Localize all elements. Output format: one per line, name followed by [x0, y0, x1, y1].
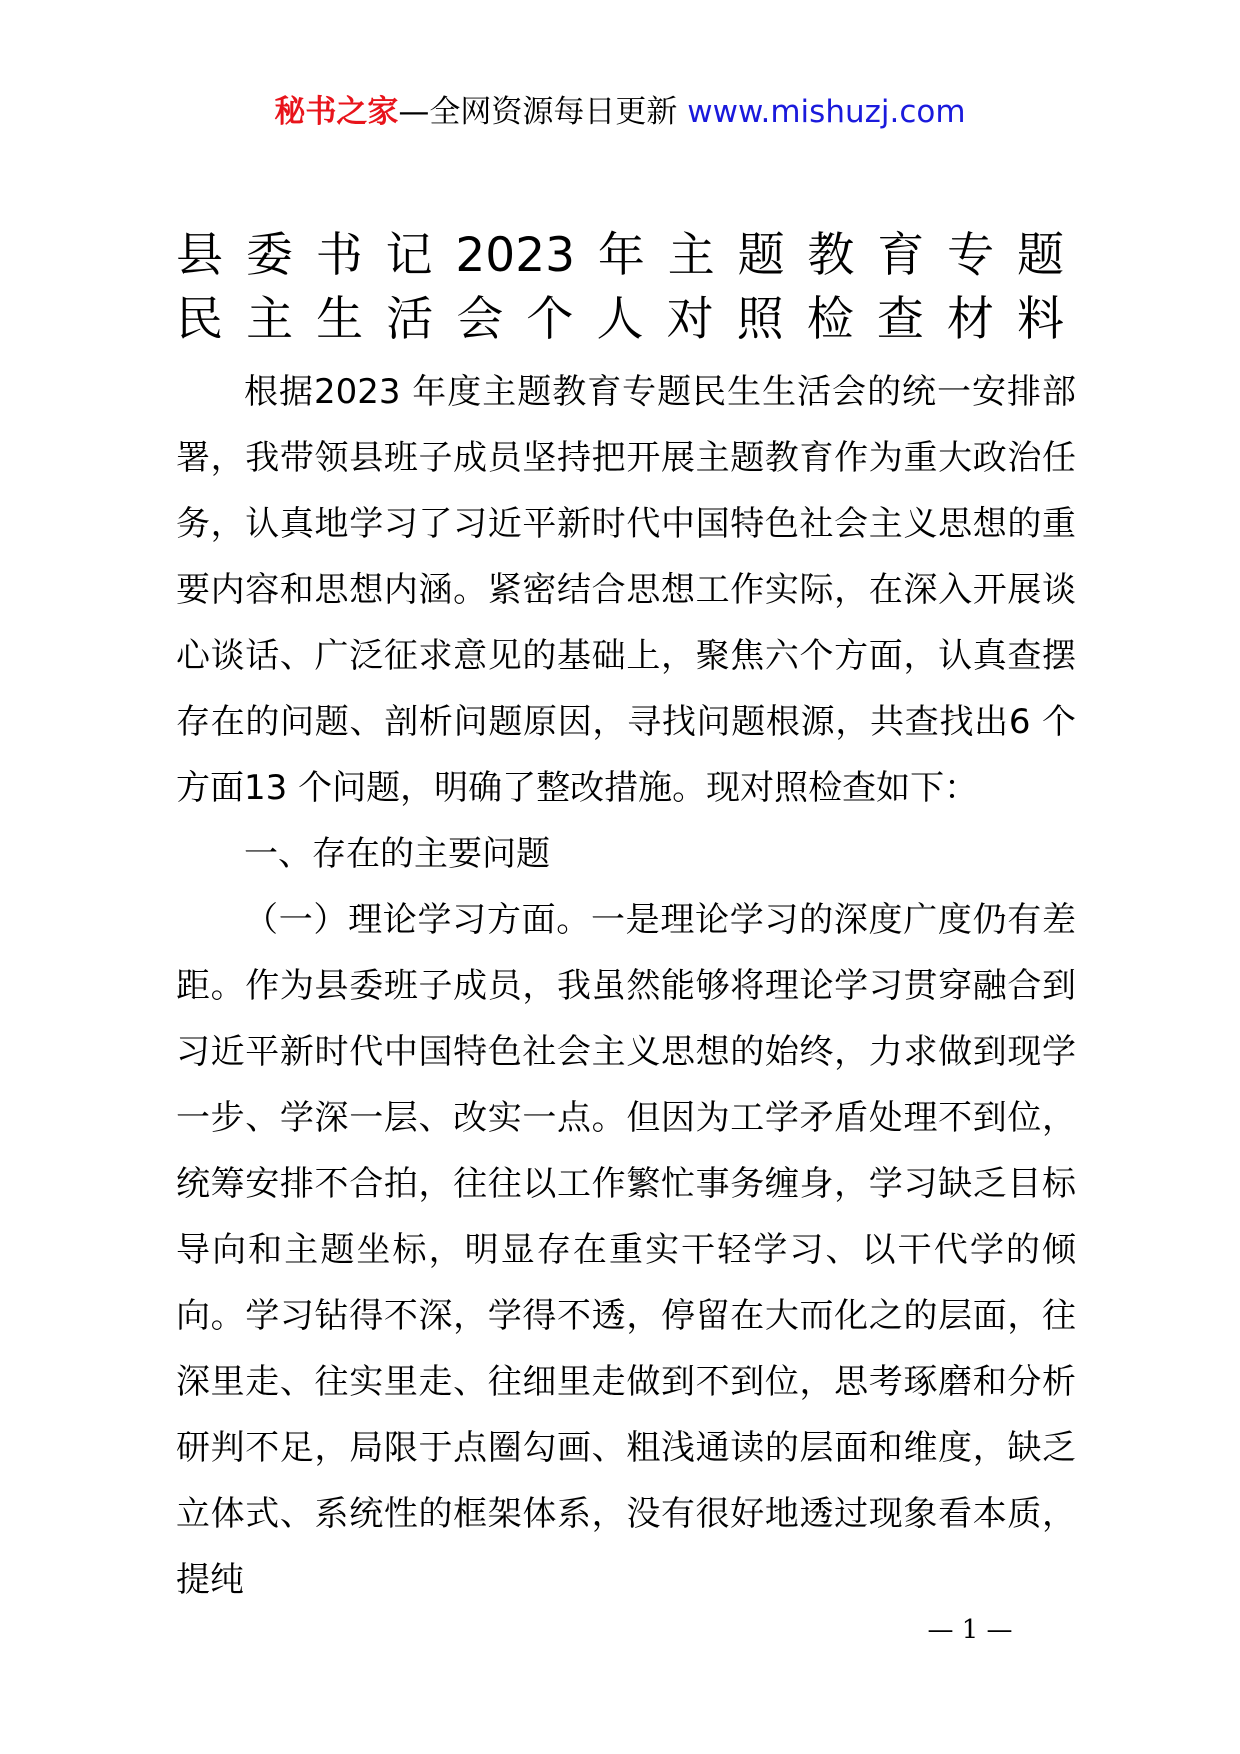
theory-study-paragraph: （一）理论学习方面。一是理论学习的深度广度仍有差距。作为县委班子成员，我虽然能够将理论学习贯穿融合到习近平新时代中国特色社会主义思想的始终，力求做到现学一步、学深一层、改实一点。但因为工学矛盾处理不到位，统筹安排不合拍，往往以工作繁忙事务缠身，学习缺乏目标导向和主题坐标，明显存在重实干轻学习、以干代学的倾向。学习钻得不深，学得不透，停留在大而化之的层面，往深里走、往实里走、往细里走做到不到位，思考琢磨和分析研判不足，局限于点圈勾画、粗浅通读的层面和维度，缺乏立体式、系统性的框架体系，没有很好地透过现象看本质，提纯 — [176, 900, 1076, 1600]
site-header-banner — [0, 92, 1240, 132]
page-number: — 1 — — [927, 1615, 1013, 1645]
site-url: www.mishuzj.com — [687, 94, 966, 130]
document-title-line-1: 县委书记2023年主题教育专题 — [176, 228, 1064, 283]
document-title-line-2: 民主生活会个人对照检查材料 — [176, 292, 1064, 347]
section-heading: 一、存在的主要问题 — [244, 834, 550, 874]
header-tagline: —全网资源每日更新 — [398, 94, 678, 130]
document-body — [176, 359, 1076, 1613]
brand-name: 秘书之家 — [274, 94, 399, 130]
intro-paragraph: 根据2023 年度主题教育专题民生生活会的统一安排部署，我带领县班子成员坚持把开展主题教育作为重大政治任务，认真地学习了习近平新时代中国特色社会主义思想的重要内容和思想内涵。紧密结合思想工作实际，在深入开展谈心谈话、广泛征求意见的基础上，聚焦六个方面，认真查摆存在的问题、剖析问题原因，寻找问题根源，共查找出6 个方面13 个问题，明确了整改措施。现对照检查如下： — [176, 372, 1076, 808]
